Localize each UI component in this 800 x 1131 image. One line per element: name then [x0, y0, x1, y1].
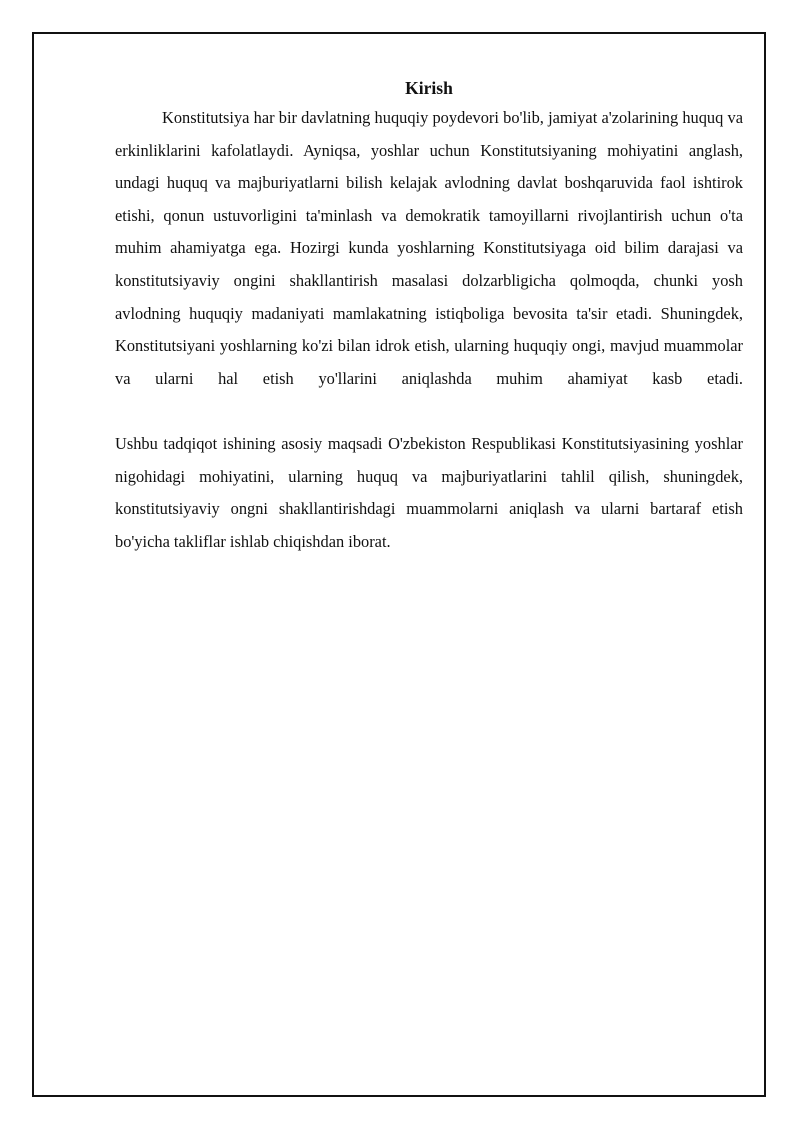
- paragraph-research-goal: Ushbu tadqiqot ishining asosiy maqsadi O'zbekiston Respublikasi Konstitutsiyasining yoshlar nigohidagi mohiyatini, ularning huquq va majburiyatlarini tahlil qilish, shuningdek, konstitutsiyaviy ongni shakllantirishdagi muammolarni aniqlash va ularni bartaraf etish bo'yicha takliflar ishlab chiqishdan iborat.: [115, 433, 743, 551]
- paragraph-introduction: Konstitutsiya har bir davlatning huquqiy poydevori bo'lib, jamiyat a'zolarining huquq va erkinliklarini kafolatlaydi. Ayniqsa, yoshlar uchun Konstitutsiyaning mohiyatini anglash, undagi huquq va majburiyatlarni bilish kelajak avlodning davlat boshqaruvida faol ishtirok etishi, qonun ustuvorligini ta'minlash va demokratik tamoyillarni rivojlantirish uchun o'ta muhim ahamiyatga ega. Hozirgi kunda yoshlarning Konstitutsiyaga oid bilim darajasi va konstitutsiyaviy ongini shakllantirish masalasi dolzarbligicha qolmoqda, chunki yosh avlodning huquqiy madaniyati mamlakatning istiqboliga bevosita ta'sir etadi. Shuningdek, Konstitutsiyani yoshlarning ko'zi bilan idrok etish, ularning huquqiy ongi, mavjud muammolar va ularni hal etish yo'llarini aniqlashda muhim ahamiyat kasb etadi.: [115, 108, 743, 388]
- document-body: [115, 74, 743, 558]
- document-title: Kirish: [405, 78, 453, 98]
